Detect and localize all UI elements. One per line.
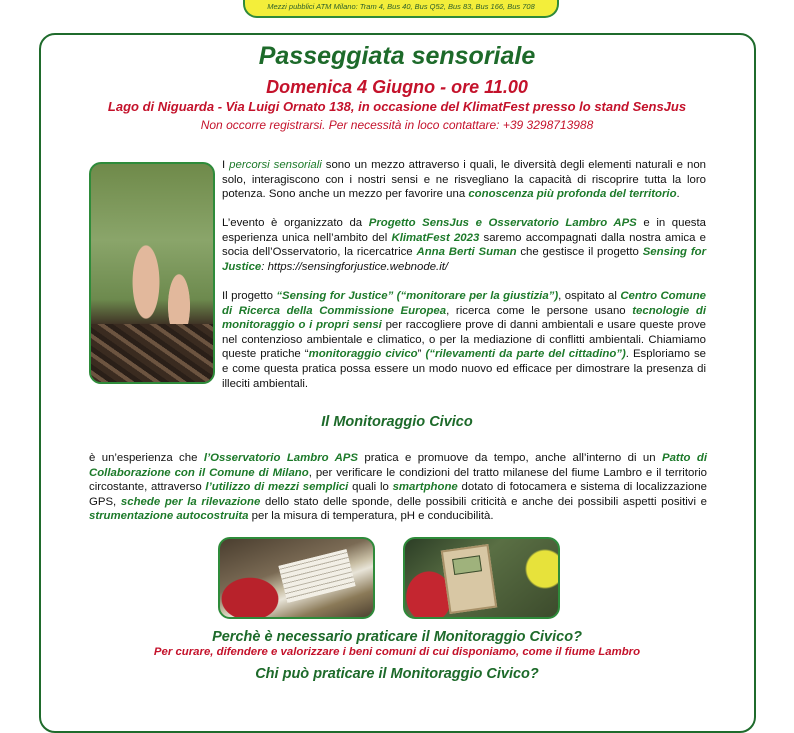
monitoraggio-paragraph: è un’esperienza che l’Osservatorio Lambro APS pratica e promuove da tempo, anche all’interno di un Patto di Collaborazione con il Comune di Milano, per verificare le condizioni del tratto milanese del fiume Lambro e il territorio circostante, attraverso l’utilizzo di mezzi semplici quali lo smartphone dotato di fotocamera e sistema di localizzazione GPS, schede per la rilevazione dello stato delle sponde, delle possibili criticità e anche dei possibili aspetti positivi e strumentazione autocostruita per la misura di temperatura, pH e conducibilità.: [89, 452, 707, 523]
highlight-strumentazione: strumentazione autocostruita: [89, 510, 249, 523]
survey-sheet-photo: [218, 537, 375, 619]
highlight-mezzi: l’utilizzo di mezzi semplici: [205, 481, 349, 494]
highlight-klimatfest: KlimatFest 2023: [391, 231, 480, 244]
highlight-researcher: Anna Berti Suman: [416, 246, 517, 259]
project-paragraph: Il progetto “Sensing for Justice” (“monitorare per la giustizia”), ospitato al Centro Comune di Ricerca della Commissione Europea, ricerca come le persone usano tecnologie di monitoraggio o i propri sensi per raccogliere prove di danni ambientali e usare queste prove nel contenzioso ambientale e climatico, o per la mediazione di conflitti ambientali. Chiamiamo queste pratiche “monitoraggio civico” (“rilevamenti da parte del cittadino”). Esploriamo se e come questa pratica possa essere un modo nuovo ed efficace per dimostrare la presenza di illeciti ambientali.: [222, 290, 707, 390]
transport-info: Mezzi pubblici ATM Milano: Tram 4, Bus 40, Bus Q52, Bus 83, Bus 166, Bus 708: [267, 2, 535, 11]
highlight-rilevamenti: (“rilevamenti da parte del cittadino”): [425, 348, 626, 361]
highlight-percorsi: percorsi sensoriali: [229, 159, 322, 171]
event-title: Passeggiata sensoriale: [258, 42, 536, 70]
transport-banner: [243, 0, 559, 18]
highlight-schede: schede per la rilevazione: [120, 495, 261, 508]
registration-note: Non occorre registrarsi. Per necessità in loco contattare: +39 3298713988: [200, 118, 594, 132]
sensor-device-photo: [403, 537, 560, 619]
highlight-tecnologie: tecnologie di monitoraggio o i propri sensi: [222, 304, 706, 332]
highlight-osservatorio: l’Osservatorio Lambro APS: [203, 452, 358, 464]
highlight-sensing: “Sensing for Justice” (“monitorare per la giustizia”): [276, 290, 559, 302]
sensor-box: [441, 544, 497, 614]
survey-paper: [278, 549, 355, 603]
section-title-monitoraggio: Il Monitoraggio Civico: [321, 414, 473, 430]
organizer-paragraph: L’evento è organizzato da Progetto SensJus e Osservatorio Lambro APS e in questa esperienza unica nell’ambito del KlimatFest 2023 saremo accompagnati dalla nostra amica e socia dell’Osservatorio, la ricercatrice Anna Berti Suman che gestisce il progetto Sensing for Justice: https://sensingforjustice.webnode.it/: [222, 217, 707, 273]
skirt-detail: [91, 324, 213, 382]
highlight-conoscenza: conoscenza più profonda del territorio: [468, 188, 677, 201]
section-subtitle-perche: Per curare, difendere e valorizzare i beni comuni di cui disponiamo, come il fiume Lambro: [153, 646, 641, 658]
highlight-monitoraggio: monitoraggio civico: [308, 348, 418, 361]
highlight-centro: Centro Comune di Ricerca della Commissione Europea: [222, 290, 707, 317]
highlight-organizers: Progetto SensJus e Osservatorio Lambro APS: [368, 217, 637, 229]
section-title-chi: Chi può praticare il Monitoraggio Civico?: [255, 666, 539, 682]
project-url[interactable]: : https://sensingforjustice.webnode.it/: [261, 260, 449, 273]
sensor-screen: [452, 555, 482, 575]
event-date: Domenica 4 Giugno - ore 11.00: [266, 77, 528, 97]
highlight-smartphone: smartphone: [392, 481, 458, 494]
event-place: Lago di Niguarda - Via Luigi Ornato 138, in occasione del KlimatFest presso lo stand SensJus: [107, 99, 687, 114]
barefoot-grass-photo: [89, 162, 215, 384]
highlight-project: Sensing for Justice: [222, 246, 707, 273]
section-title-perche: Perchè è necessario praticare il Monitoraggio Civico?: [212, 629, 582, 645]
highlight-patto: Patto di Collaborazione con il Comune di Milano: [89, 452, 707, 479]
intro-paragraph: I percorsi sensoriali sono un mezzo attraverso i quali, le diversità degli elementi naturali e non solo, interagiscono con i nostri sensi e ne risvegliano la capacità di riscoprire tutta la loro potenza. Sono anche un mezzo per favorire una conoscenza più profonda del territorio.: [222, 159, 706, 201]
